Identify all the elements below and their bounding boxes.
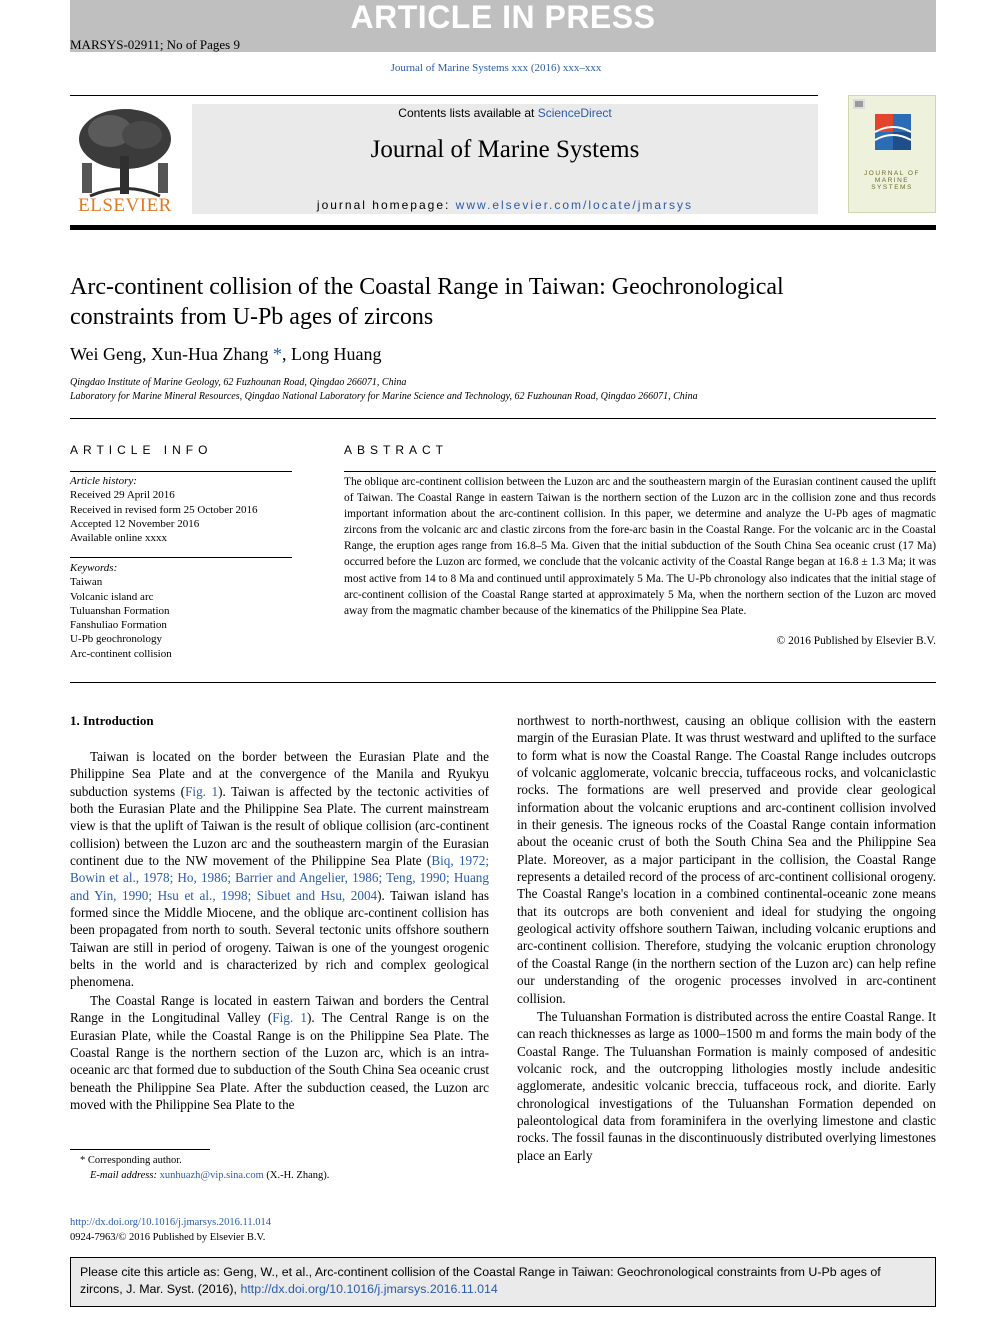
- authors-first: Wei Geng, Xun-Hua Zhang: [70, 344, 273, 364]
- email-link[interactable]: xunhuazh@vip.sina.com: [159, 1170, 264, 1181]
- text-run: The Coastal Range is located in eastern Taiwan and borders the Central Range in the Longitudinal Valley (: [70, 992, 489, 1026]
- masthead-bottom-rule: [70, 225, 936, 230]
- keyword: Fanshuliao Formation: [70, 619, 167, 632]
- intro-paragraph-1: [70, 748, 489, 991]
- title-rule: [70, 418, 936, 419]
- keyword: U-Pb geochronology: [70, 633, 162, 646]
- body-left-column: [70, 748, 489, 1113]
- abstract-rule: [344, 471, 936, 472]
- affiliation-1: Qingdao Institute of Marine Geology, 62 Fuzhounan Road, Qingdao 266071, China: [70, 377, 407, 388]
- intro-paragraph-2-continued: northwest to north-northwest, causing an oblique collision with the eastern margin of the Eurasian Plate. It was thrust westward and uplifted to the surface to form what is now the Coastal Range. The Coastal Range includes outcrops of volcanic agglomerate, volcanic breccia, tuffaceous rocks, and volcaniclastic rocks. The formations are well preserved and provide clear geological information about the volcanic eruptions and arc-continent collision involved in their genesis. The igneous rocks of the Coastal Range contain information about the oceanic crust of both the South China Sea and the Philippine Sea Plate. Moreover, as a major participant in the collision, the Coastal Range represents a detailed record of the process of arc-continent collisional orogeny. The Coastal Range's location in a combined continental-oceanic zone means that its outcrops are both convenient and ideal for studying the ongoing geological activity offshore southern Taiwan, including volcanic eruptions and arc-continent collision. Therefore, studying the volcanic eruption chronology of the Coastal Range (in the northern section of the Luzon arc) can help refine our understanding of the orogenic processes involved in arc-continent collision.: [517, 713, 936, 1006]
- homepage-line: [192, 198, 818, 212]
- cover-title-line-2: MARINE: [874, 177, 910, 184]
- figure-link[interactable]: Fig. 1: [185, 783, 219, 799]
- journal-title: Journal of Marine Systems: [370, 136, 640, 163]
- authors-last: , Long Huang: [282, 344, 382, 364]
- cover-graphic-icon: [875, 114, 911, 150]
- journal-masthead: [70, 95, 936, 225]
- keyword: Arc-continent collision: [70, 647, 172, 660]
- article-title: Arc-continent collision of the Coastal Range in Taiwan: Geochronological constraints from U-Pb ages of zircons: [70, 274, 784, 330]
- doi-block: [70, 1215, 271, 1245]
- intro-paragraph-3: The Tuluanshan Formation is distributed across the entire Coastal Range. It can reach thicknesses as large as 1000–1500 m and forms the main body of the Coastal Range. The Tuluanshan Formation is mainly composed of andesitic volcanic rock, and the outcropping lithologies mostly include andesitic agglomerate, andesitic volcanic breccia, tuffaceous rock, and diorite. Early chronological investigations of the Tuluanshan Formation depended on paleontological data from foraminifera in the overlying limestone and clastic rocks. The fossil faunas in the discontinuously distributed overlying limestones place an Early: [517, 1008, 936, 1163]
- article-info-heading: ARTICLE INFO: [70, 443, 213, 457]
- citation-links[interactable]: Biq, 1972; Bowin et al., 1978; Ho, 1986; Barrier and Angelier, 1986; Teng, 1990; Huang and Yin, 1990; Hsu et al., 1998; Sibuet and Hsu, 2004: [70, 853, 490, 903]
- elsevier-wordmark: ELSEVIER: [78, 195, 172, 216]
- history-item: Accepted 12 November 2016: [70, 517, 200, 530]
- journal-reference[interactable]: Journal of Marine Systems xxx (2016) xxx–xxx: [390, 62, 602, 74]
- journal-cover-thumbnail[interactable]: [848, 95, 936, 213]
- contents-prefix: Contents lists available at: [398, 106, 538, 120]
- masthead-center: [192, 104, 818, 214]
- contents-line: [192, 106, 818, 120]
- text-run: ). The Central Range is on the Eurasian Plate, while the Coastal Range is on the Philippine Sea Plate. The Coastal Range is the northern section of the Luzon arc, which is an intra-oceanic arc that formed due to subduction of the South China Sea oceanic crust beneath the Philippine Sea Plate. After the subduction ceased, the Luzon arc moved with the Philippine Sea Plate to the: [70, 1010, 489, 1112]
- text-run: Taiwan is located on the border between the Eurasian Plate and the Philippine Sea Plate and at the convergence of the Manila and Ryukyu subduction systems (: [70, 749, 489, 799]
- intro-paragraph-2: [70, 992, 489, 1113]
- article-info-rule: [70, 471, 292, 472]
- history-item: Received 29 April 2016: [70, 489, 175, 502]
- footnote-marker: *: [80, 1155, 86, 1166]
- email-label: E-mail address:: [90, 1170, 160, 1181]
- keywords-rule: [70, 557, 292, 558]
- cover-title-line-3: SYSTEMS: [871, 184, 913, 191]
- email-suffix: (X.-H. Zhang).: [263, 1170, 330, 1181]
- text-run: ). Taiwan island has formed since the Middle Miocene, and the oblique arc-continent collision has been propagated from north to south. Several tectonic units offshore southern Taiwan are still in period of orogeny. Taiwan is one of the youngest orogenic belts in the world and is characterized by rich and complex geological phenomena.: [70, 887, 489, 990]
- citation-text: Please cite this article as: Geng, W., et al., Arc-continent collision of the Coastal Range in Taiwan: Geochronological constraints from U-Pb ages of zircons, J. Mar. Syst. (2016),: [80, 1265, 881, 1296]
- keyword: Tuluanshan Formation: [70, 604, 170, 617]
- cover-title-line-1: JOURNAL OF: [864, 170, 920, 177]
- citation-doi-link[interactable]: http://dx.doi.org/10.1016/j.jmarsys.2016.11.014: [240, 1282, 498, 1296]
- press-text: ARTICLE IN PRESS: [350, 0, 656, 35]
- keyword: Taiwan: [70, 576, 103, 589]
- affiliation-2: Laboratory for Marine Mineral Resources, Qingdao National Laboratory for Marine Science and Technology, 62 Fuzhounan Road, Qingdao 266071, China: [70, 391, 698, 402]
- abstract-copyright: © 2016 Published by Elsevier B.V.: [776, 635, 936, 647]
- keywords: [70, 561, 292, 661]
- manuscript-ref: MARSYS-02911; No of Pages 9: [70, 37, 240, 52]
- text-run: ). Taiwan is affected by the tectonic activities of both the Eurasian Plate and the Philippine Sea Plate. The current mainstream view is that the uplift of Taiwan is the result of oblique collision (arc-continent collision) between the Luzon arc and the southeastern margin of the Eurasian continent due to the NW movement of the Philippine Sea Plate (: [70, 783, 489, 869]
- history-label: Article history:: [70, 475, 137, 487]
- homepage-link[interactable]: www.elsevier.com/locate/jmarsys: [455, 198, 694, 212]
- footnote-rule: [70, 1149, 210, 1150]
- keywords-label: Keywords:: [70, 562, 118, 574]
- cover-title: [849, 170, 935, 191]
- section-heading-introduction: 1. Introduction: [70, 713, 154, 728]
- email-footnote: [90, 1168, 329, 1183]
- crossmark-icon: [853, 99, 865, 109]
- author-list: [70, 344, 381, 365]
- article-in-press-banner: [70, 0, 936, 52]
- keyword: Volcanic island arc: [70, 590, 154, 603]
- figure-link[interactable]: Fig. 1: [272, 1010, 307, 1026]
- corresponding-author-marker[interactable]: *: [273, 344, 282, 364]
- homepage-prefix: journal homepage:: [316, 198, 456, 212]
- corresponding-label: Corresponding author.: [87, 1155, 182, 1166]
- history-item: Received in revised form 25 October 2016: [70, 503, 258, 516]
- citation-box: [70, 1257, 936, 1307]
- abstract-text: The oblique arc-continent collision between the Luzon arc and the southeastern margin of the Eurasian continent caused the uplift of Taiwan. The Coastal Range in eastern Taiwan is the northern section of the Luzon arc in the collision zone and thus records important information about the arc-continent collision. In this paper, we determine and analyze the U-Pb ages of magmatic zircons from the volcanic arc and clastic zircons from the fore-arc basin in the Coastal Range. For the volcanic arc in the Coastal Range, the eruption ages range from 16.8–5 Ma. Given that the initial subduction of the South China Sea oceanic crust (17 Ma) occurred before the Luzon arc formed, we conclude that the volcanic activity of the Coastal Range began at 16.8 ± 1.3 Ma; it was most active from 14 to 8 Ma and continued until approximately 5 Ma. The U-Pb chronology also indicates that the initial stage of arc-continent collision of the Coastal Range started at approximately 5 Ma, when the northern section of the Luzon arc moved away from the magmatic chamber because of the kinematics of the Philippine Sea Plate.: [344, 476, 936, 617]
- abstract-heading: ABSTRACT: [344, 443, 449, 457]
- doi-link[interactable]: http://dx.doi.org/10.1016/j.jmarsys.2016.11.014: [70, 1217, 271, 1228]
- body-right-column: [517, 712, 936, 1164]
- sciencedirect-link[interactable]: ScienceDirect: [537, 106, 612, 120]
- corresponding-footnote: [80, 1153, 182, 1168]
- masthead-rule: [70, 95, 818, 96]
- issn-line: 0924-7963/© 2016 Published by Elsevier B.V.: [70, 1232, 266, 1243]
- history-item: Available online xxxx: [70, 532, 167, 545]
- abstract-bottom-rule: [70, 682, 936, 683]
- article-history: [70, 474, 292, 545]
